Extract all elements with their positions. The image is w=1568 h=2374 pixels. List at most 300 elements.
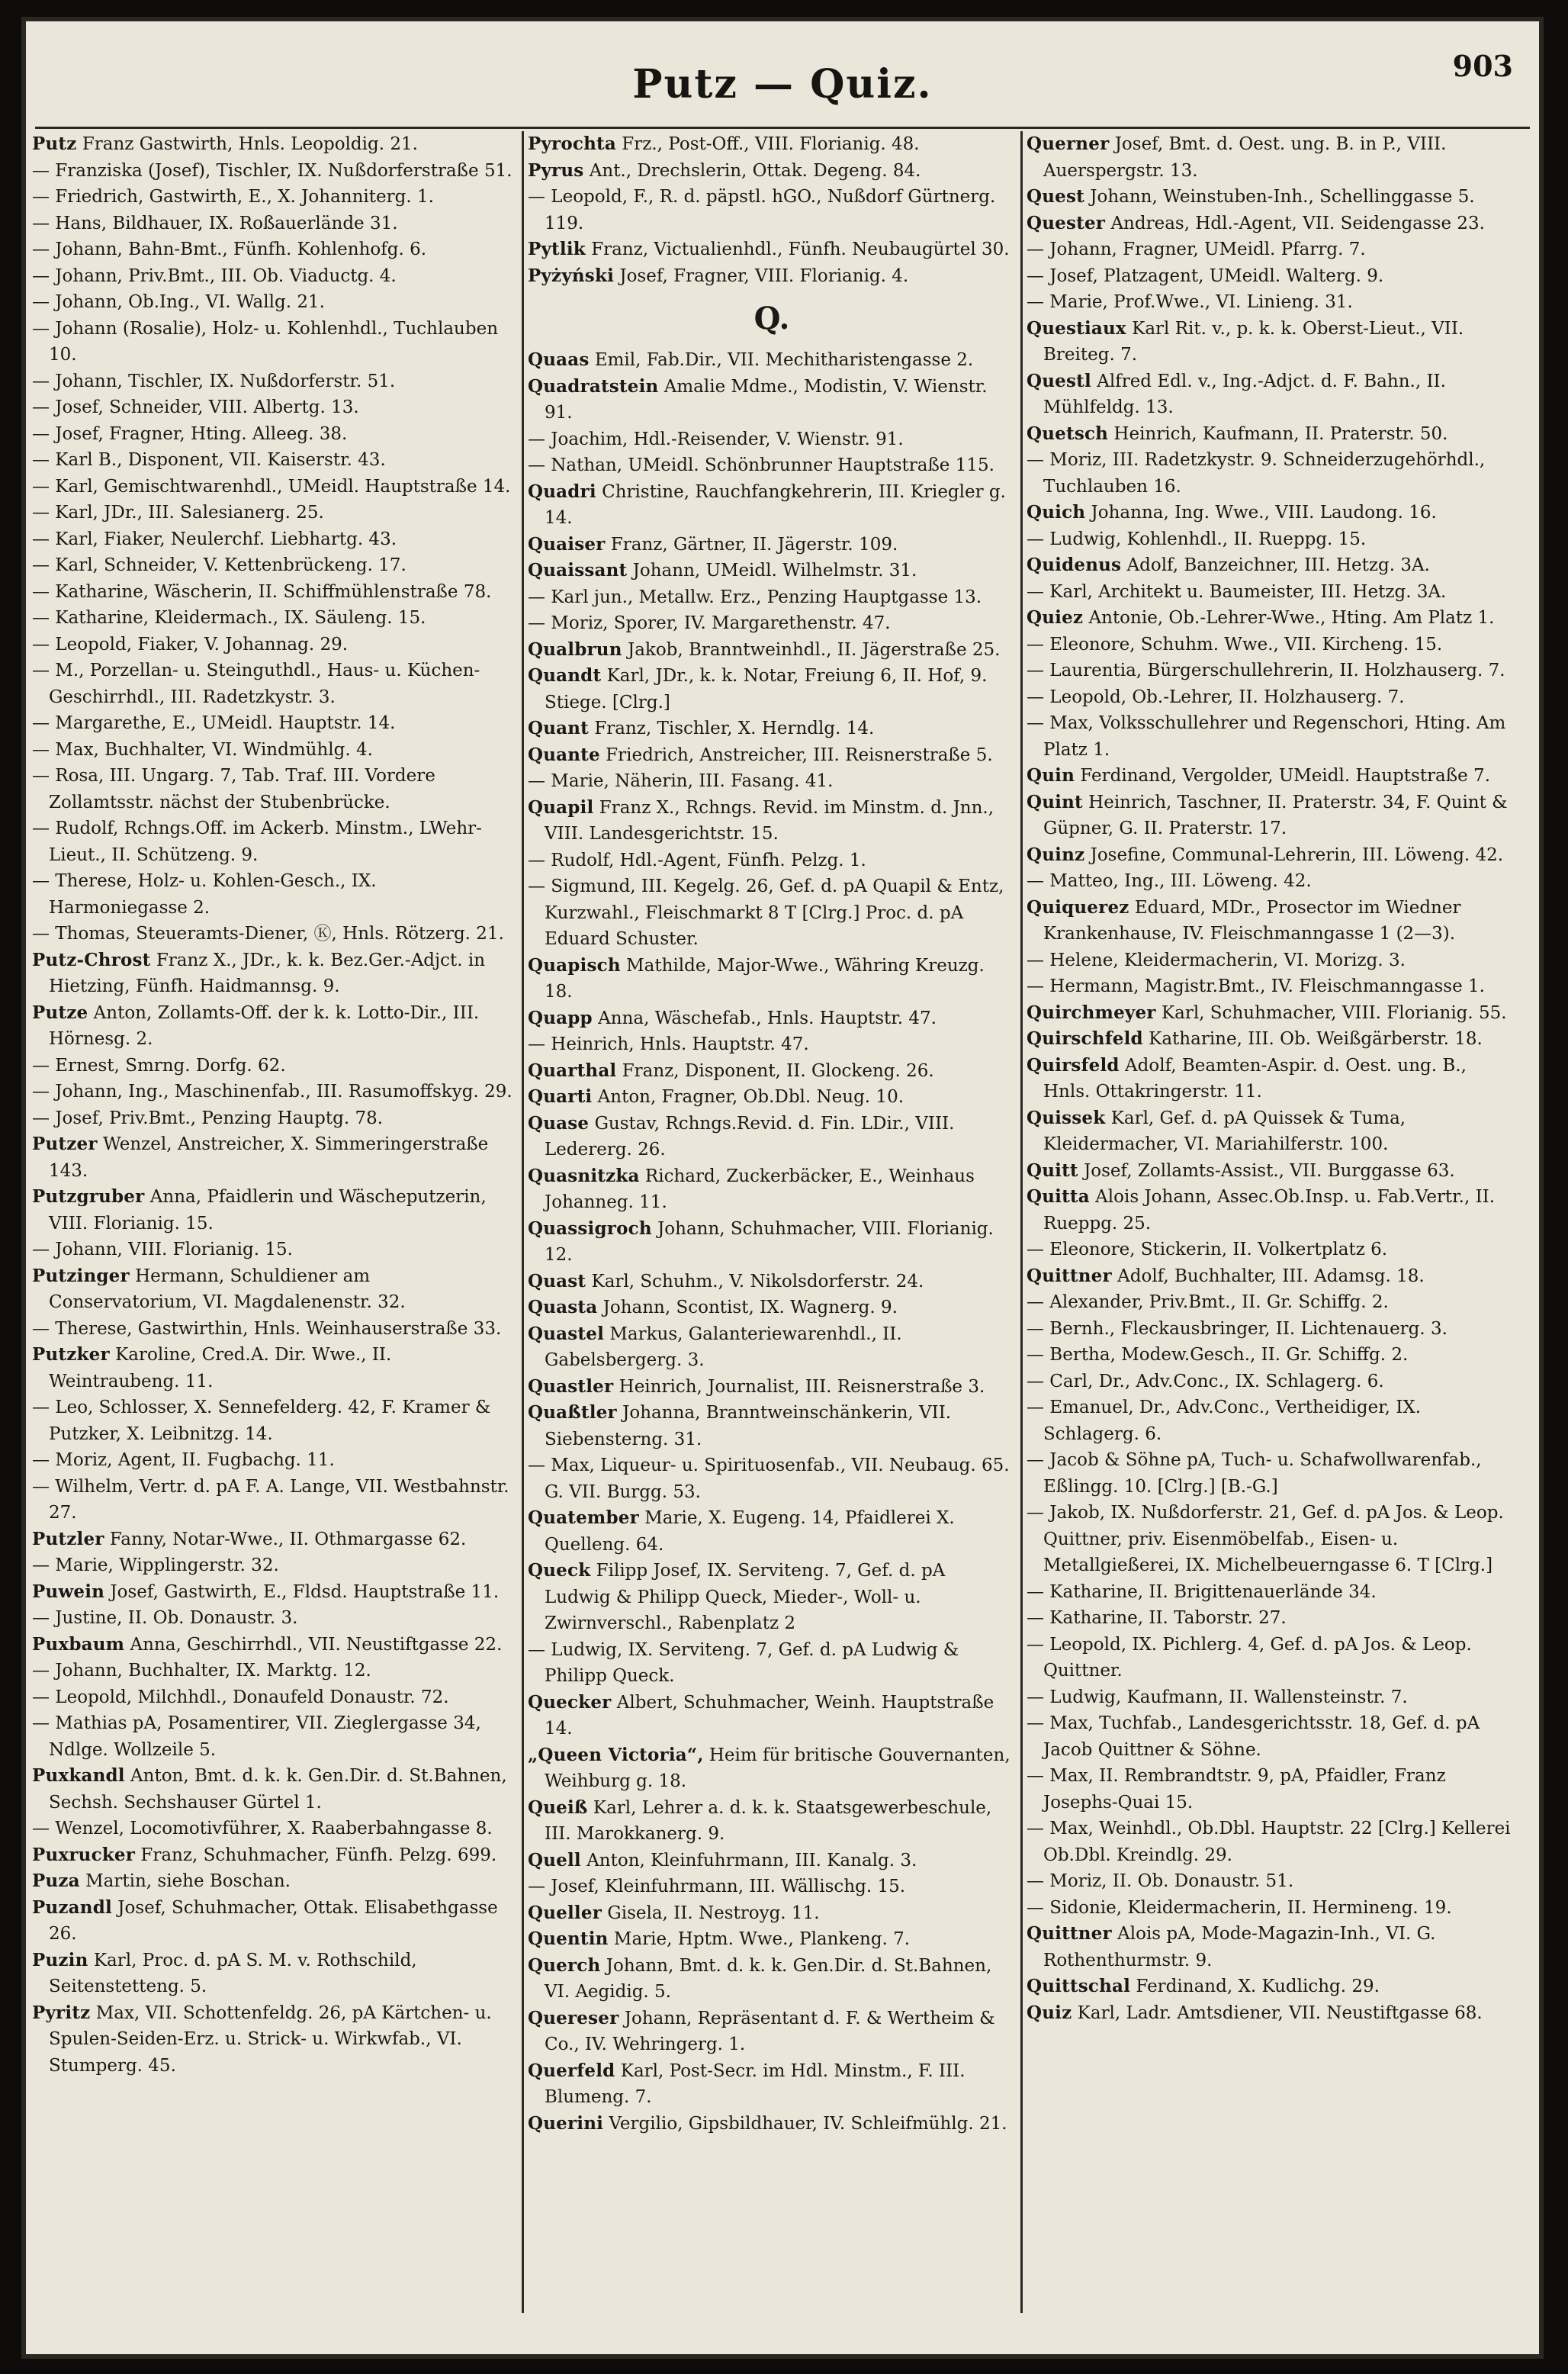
directory-entry [32,1263,520,1316]
entry-surname: Quasta [528,1297,598,1317]
directory-entry [528,347,1016,374]
directory-entry [1027,1105,1515,1158]
page-title: Putz — Quiz. [632,61,933,108]
entry-details: Josef, Gastwirth, E., Fldsd. Hauptstraße 11. [110,1581,500,1602]
entry-details: — Karl, JDr., III. Salesianerg. 25. [32,503,324,523]
directory-entry [1027,658,1515,684]
entry-details: — Ludwig, Kohlenhdl., II. Rueppg. 15. [1027,529,1367,549]
entry-surname: Quin [1027,765,1075,786]
entry-details: — Karl, Architekt u. Baumeister, III. Hetzg. 3A. [1027,581,1447,602]
entry-details: — Laurentia, Bürgerschullehrerin, II. Holzhauserg. 7. [1027,661,1505,680]
entry-details: — Josef, Fragner, Hting. Alleeg. 38. [32,423,348,444]
entry-details: — Katharine, Kleidermach., IX. Säuleng. 15. [32,608,426,628]
entry-surname: Quarti [528,1086,593,1107]
directory-entry [528,2111,1016,2138]
directory-entry [1027,790,1515,842]
entry-surname: Quentin [528,1928,609,1949]
directory-entry [528,584,1016,611]
entry-details: Josefine, Communal-Lehrerin, III. Löweng. 42. [1090,844,1504,865]
entry-details: Christine, Rauchfangkehrerin, III. Kriegler g. 14. [545,481,1006,528]
directory-entry [528,1900,1016,1927]
directory-entry [528,1163,1016,1216]
directory-entry [528,953,1016,1005]
directory-entry [528,263,1016,290]
directory-entry [1027,1237,1515,1263]
directory-entry [1027,1763,1515,1816]
entry-details: Franz, Schuhmacher, Fünfh. Pelzg. 699. [140,1845,497,1865]
entry-details: — Katharine, II. Taborstr. 27. [1027,1608,1287,1628]
directory-entry [32,500,520,526]
entry-details: Andreas, Hdl.-Agent, VII. Seidengasse 23. [1110,213,1485,233]
entry-details: Wenzel, Anstreicher, X. Simmeringerstraße 143. [49,1134,489,1181]
entry-surname: Quassigroch [528,1218,652,1239]
entry-surname: Quester [1027,212,1106,233]
entry-details: — Marie, Prof.Wwe., VI. Linieng. 31. [1027,292,1353,312]
entry-details: — Eleonore, Schuhm. Wwe., VII. Kircheng. 15. [1027,634,1443,655]
entry-surname: Quadri [528,481,596,502]
directory-entry [1027,1026,1515,1053]
entry-details: Emil, Fab.Dir., VII. Mechitharistengasse 2. [594,350,974,370]
entry-details: — Emanuel, Dr., Adv.Conc., Vertheidiger, IX. Schlagerg. 6. [1027,1398,1422,1444]
column-divider [522,131,524,2313]
directory-entry [528,1558,1016,1637]
entry-details: Johann, Schuhmacher, VIII. Florianig. 12. [545,1218,994,1265]
directory-entry [1027,1342,1515,1369]
entry-details: — Josef, Platzagent, UMeidl. Walterg. 9. [1027,265,1384,286]
directory-entry [1027,1184,1515,1237]
directory-entry [528,1637,1016,1690]
entry-details: Alois pA, Mode-Magazin-Inh., VI. G. Rothenthurmstr. 9. [1043,1924,1436,1970]
entry-surname: Queiß [528,1797,588,1818]
directory-entry [528,1848,1016,1874]
directory-entry [528,1005,1016,1032]
directory-entry [1027,868,1515,895]
directory-entry [32,710,520,737]
directory-entry [32,579,520,606]
directory-entry [32,1342,520,1394]
entry-details: Filipp Josef, IX. Serviteng. 7, Gef. d. pA Ludwig & Philipp Queck, Mieder-, Woll- u. Zwirnverschl., Rabenplatz 2 [545,1561,946,1633]
directory-entry [528,1058,1016,1085]
entry-surname: Putz-Chrost [32,949,151,970]
directory-entry [1027,236,1515,263]
directory-entry [32,815,520,868]
entry-surname: Puxkandl [32,1765,125,1786]
directory-entry [32,421,520,448]
entry-details: — Moriz, II. Ob. Donaustr. 51. [1027,1871,1294,1891]
directory-entry [1027,1974,1515,2000]
entry-surname: Putzer [32,1134,98,1154]
entry-details: — Heinrich, Hnls. Hauptstr. 47. [528,1034,809,1054]
directory-entry [32,1605,520,1632]
directory-entry [32,1105,520,1132]
entry-details: Karl, Ladr. Amtsdiener, VII. Neustiftgasse 68. [1077,2002,1483,2023]
entry-details: — Sidonie, Kleidermacherin, II. Hermineng. 19. [1027,1897,1452,1918]
entry-details: Josef, Fragner, VIII. Florianig. 4. [619,265,909,286]
directory-entry [528,184,1016,236]
entry-surname: Puxrucker [32,1844,136,1865]
entry-details: Johanna, Ing. Wwe., VIII. Laudong. 16. [1091,503,1437,523]
entry-surname: Quaissant [528,560,628,581]
directory-entry [1027,763,1515,790]
entry-details: Amalie Mdme., Modistin, V. Wienstr. 91. [545,376,988,423]
directory-entry [528,479,1016,532]
entry-details: Vergilio, Gipsbildhauer, IV. Schleifmühlg. 21. [609,2113,1007,2134]
entry-surname: Quittner [1027,1265,1112,1286]
directory-entry [1027,1710,1515,1763]
entry-surname: Quidenus [1027,555,1122,575]
directory-entry [1027,947,1515,974]
column-3 [1027,131,1515,2343]
entry-surname: Quaßtler [528,1402,617,1423]
entry-surname: Putze [32,1002,88,1023]
entry-details: Johann, Scontist, IX. Wagnerg. 9. [602,1298,898,1317]
directory-entry [32,1447,520,1474]
entry-details: Franz, Disponent, II. Glockeng. 26. [622,1060,934,1081]
entry-details: — Bertha, Modew.Gesch., II. Gr. Schiffg. 2. [1027,1345,1409,1365]
directory-entry [32,1658,520,1684]
entry-details: — Johann, Ob.Ing., VI. Wallg. 21. [32,292,325,312]
entry-details: Johann, Bmt. d. k. k. Gen.Dir. d. St.Bahnen, VI. Aegidig. 5. [545,1955,992,2002]
entry-details: Albert, Schuhmacher, Weinh. Hauptstraße 14. [545,1692,994,1739]
column-2 [528,131,1016,2343]
entry-details: — Therese, Gastwirthin, Hnls. Weinhauserstraße 33. [32,1318,502,1339]
entry-surname: Putzgruber [32,1186,145,1207]
entry-details: — Max, II. Rembrandtstr. 9, pA, Pfaidler, Franz Josephs-Quai 15. [1027,1766,1446,1813]
directory-entry [32,394,520,421]
directory-entry [1027,1579,1515,1606]
directory-entry [528,1111,1016,1163]
directory-entry [32,1710,520,1763]
directory-entry [32,1394,520,1447]
entry-details: Anton, Kleinfuhrmann, III. Kanalg. 3. [586,1850,917,1871]
entry-surname: Quinz [1027,844,1085,865]
entry-surname: Putz [32,133,77,154]
entry-details: Max, VII. Schottenfeldg. 26, pA Kärtchen- u. Spulen-Seiden-Erz. u. Strick- u. Wirkwfab., VI. Stumperg. 45. [49,2002,492,2076]
directory-entry [32,447,520,474]
entry-details: — Max, Tuchfab., Landesgerichtsstr. 18, Gef. d. pA Jacob Quittner & Söhne. [1027,1713,1480,1760]
directory-entry [1027,895,1515,947]
directory-entry [1027,632,1515,658]
entry-details: Franz Gastwirth, Hnls. Leopoldig. 21. [82,134,418,154]
entry-details: — Josef, Schneider, VIII. Albertg. 13. [32,397,359,417]
entry-details: — Karl jun., Metallw. Erz., Penzing Hauptgasse 13. [528,587,982,607]
directory-entry [1027,1684,1515,1711]
entry-surname: Quant [528,718,590,738]
column-divider [1020,131,1023,2313]
directory-entry [1027,1816,1515,1868]
directory-entry [1027,526,1515,553]
directory-entry [1027,289,1515,316]
entry-surname: Queller [528,1902,602,1923]
directory-entry [528,768,1016,795]
directory-entry [528,637,1016,664]
directory-entry [1027,1605,1515,1632]
directory-entry [32,658,520,710]
directory-entry [1027,552,1515,579]
entry-details: Josef, Zollamts-Assist., VII. Burggasse 63. [1084,1160,1455,1181]
directory-entry [32,289,520,316]
entry-details: — Jakob, IX. Nußdorferstr. 21, Gef. d. pA Jos. & Leop. Quittner, priv. Eisenmöbelfab., Eisen- u. Metallgießerei, IX. Michelbeuerngasse 6. T [Clrg.] [1027,1503,1504,1575]
entry-details: Johanna, Branntweinschänkerin, VII. Siebensterng. 31. [545,1403,952,1449]
entry-details: — Leopold, Ob.-Lehrer, II. Holzhauserg. 7. [1027,687,1405,707]
entry-surname: Quint [1027,791,1083,812]
entry-details: Heinrich, Taschner, II. Praterstr. 34, F. Quint & Güpner, G. II. Praterstr. 17. [1043,792,1508,838]
entry-surname: Quatember [528,1507,639,1528]
entry-details: — M., Porzellan- u. Steinguthdl., Haus- u. Küchen-Geschirrhdl., III. Radetzkystr. 3. [32,661,480,707]
directory-entry [528,1374,1016,1401]
directory-entry [528,795,1016,848]
entry-details: Karl, Proc. d. pA S. M. v. Rothschild, Seitenstetteng. 5. [49,1950,417,1996]
entry-surname: Quasnitzka [528,1165,640,1186]
entry-surname: Quast [528,1270,586,1292]
entry-details: — Moriz, III. Radetzkystr. 9. Schneiderzugehörhdl., Tuchlauben 16. [1027,450,1486,497]
entry-details: Katharine, III. Ob. Weißgärberstr. 18. [1149,1029,1483,1049]
directory-entry [32,1579,520,1606]
directory-entry [528,532,1016,558]
directory-entry [528,1084,1016,1111]
entry-surname: Putzker [32,1344,110,1365]
entry-details: — Matteo, Ing., III. Löweng. 42. [1027,871,1312,891]
directory-entry [32,947,520,1000]
entry-surname: Puzandl [32,1896,112,1918]
entry-details: — Wilhelm, Vertr. d. pA F. A. Lange, VII. Westbahnstr. 27. [32,1476,509,1523]
entry-details: — Leopold, Milchhdl., Donaufeld Donaustr. 72. [32,1687,449,1707]
directory-entry [528,158,1016,185]
entry-details: — Johann, Priv.Bmt., III. Ob. Viaductg. 4. [32,265,397,286]
entry-surname: „Queen Victoria“, [528,1744,704,1765]
directory-entry [528,1874,1016,1900]
directory-entry [1027,1000,1515,1027]
entry-details: — Johann (Rosalie), Holz- u. Kohlenhdl., Tuchlauben 10. [32,318,499,365]
entry-surname: Quapil [528,796,594,818]
entry-details: Anna, Wäschefab., Hnls. Hauptstr. 47. [598,1008,937,1028]
entry-surname: Quante [528,744,600,765]
header-rule [35,127,1530,129]
directory-entry [528,1321,1016,1374]
entry-details: Adolf, Beamten-Aspir. d. Oest. ung. B., Hnls. Ottakringerstr. 11. [1043,1055,1467,1102]
directory-entry [1027,184,1515,211]
directory-entry [32,1842,520,1869]
entry-details: Adolf, Buchhalter, III. Adamsg. 18. [1117,1266,1425,1286]
entry-surname: Quitta [1027,1186,1090,1207]
entry-details: — Katharine, Wäscherin, II. Schiffmühlenstraße 78. [32,581,492,602]
entry-details: — Helene, Kleidermacherin, VI. Morizg. 3. [1027,950,1406,970]
entry-surname: Quaiser [528,533,606,555]
entry-details: — Margarethe, E., UMeidl. Hauptstr. 14. [32,713,396,733]
entry-details: Gisela, II. Nestroyg. 11. [607,1903,820,1923]
entry-surname: Quastler [528,1375,614,1397]
entry-details: Johann, Repräsentant d. F. & Wertheim & Co., IV. Wehringerg. 1. [545,2008,995,2054]
entry-details: — Johann, Bahn-Bmt., Fünfh. Kohlenhofg. 6. [32,240,427,259]
directory-entry [32,1763,520,1816]
directory-entry [32,2000,520,2080]
directory-entry [32,1000,520,1053]
entry-surname: Quich [1027,502,1086,523]
entry-details: Jakob, Branntweinhdl., II. Jägerstraße 25. [627,639,1001,660]
directory-entry [32,1526,520,1553]
entry-details: — Jacob & Söhne pA, Tuch- u. Schafwollwarenfab., Eßlingg. 10. [Clrg.] [B.-G.] [1027,1450,1482,1497]
entry-surname: Querch [528,1954,601,1976]
entry-surname: Quittner [1027,1923,1112,1944]
directory-entry [528,1031,1016,1058]
directory-entry [1027,368,1515,421]
entry-details: — Alexander, Priv.Bmt., II. Gr. Schiffg. 2. [1027,1292,1389,1312]
entry-details: Josef, Schuhmacher, Ottak. Elisabethgasse 26. [49,1897,498,1944]
entry-details: — Karl, Fiaker, Neulerchf. Liebhartg. 43. [32,529,397,549]
entry-surname: Questl [1027,370,1091,391]
entry-surname: Puzin [32,1949,88,1970]
directory-entry [528,131,1016,158]
directory-entry [32,526,520,553]
entry-details: — Karl, Gemischtwarenhdl., UMeidl. Hauptstraße 14. [32,476,511,497]
entry-details: — Thomas, Steueramts-Diener, Ⓚ, Hnls. Rötzerg. 21. [32,924,504,944]
directory-entry [1027,973,1515,1000]
entry-details: Ferdinand, X. Kudlichg. 29. [1136,1977,1380,1996]
directory-entry [528,610,1016,637]
entry-surname: Quereser [528,2007,619,2028]
directory-entry [32,1948,520,2000]
directory-entry [32,316,520,368]
directory-entry [1027,1895,1515,1922]
entry-details: — Bernh., Fleckausbringer, II. Lichtenauerg. 3. [1027,1318,1448,1339]
entry-details: Josef, Bmt. d. Oest. ung. B. in P., VIII. Auerspergstr. 13. [1043,134,1447,181]
directory-entry [32,737,520,764]
entry-details: Fanny, Notar-Wwe., II. Othmargasse 62. [109,1529,467,1549]
directory-entry [1027,1394,1515,1447]
directory-entry [528,1452,1016,1505]
directory-entry [1027,1369,1515,1395]
directory-entry [32,868,520,921]
entry-details: Anton, Fragner, Ob.Dbl. Neug. 10. [597,1087,904,1107]
directory-entry [528,1269,1016,1295]
directory-entry [32,1316,520,1343]
entry-surname: Pyżyński [528,265,615,286]
entry-details: — Leopold, Fiaker, V. Johannag. 29. [32,634,349,655]
entry-surname: Querner [1027,133,1110,154]
entry-details: — Sigmund, III. Kegelg. 26, Gef. d. pA Quapil & Entz, Kurzwahl., Fleischmarkt 8 T [Clrg.] Proc. d. pA Eduard Schuster. [528,877,1004,949]
directory-entry [32,1816,520,1842]
directory-entry [32,1237,520,1263]
entry-surname: Quiez [1027,607,1084,628]
directory-entry [32,1053,520,1079]
entry-details: — Marie, Näherin, III. Fasang. 41. [528,771,834,791]
entry-surname: Questiaux [1027,317,1126,339]
directory-entry [32,263,520,290]
entry-details: Anna, Geschirrhdl., VII. Neustiftgasse 22. [130,1634,503,1655]
directory-entry [32,368,520,395]
entry-details: Anton, Bmt. d. k. k. Gen.Dir. d. St.Bahnen, Sechsh. Sechshauser Gürtel 1. [49,1766,507,1813]
entry-details: — Rudolf, Rchngs.Off. im Ackerb. Minstm., LWehr-Lieut., II. Schützeng. 9. [32,819,482,865]
entry-details: Gustav, Rchngs.Revid. d. Fin. LDir., VIII. Ledererg. 26. [545,1113,955,1160]
directory-entry [1027,1053,1515,1105]
entry-details: Marie, X. Eugeng. 14, Pfaidlerei X. Quelleng. 64. [545,1508,955,1555]
entry-details: — Justine, II. Ob. Donaustr. 3. [32,1608,298,1628]
entry-details: Franz, Victualienhdl., Fünfh. Neubaugürtel 30. [591,240,1010,259]
directory-entry [528,1795,1016,1848]
directory-entry [32,921,520,947]
entry-details: Karl, JDr., k. k. Notar, Freiung 6, II. Hof, 9. Stiege. [Clrg.] [545,666,988,713]
directory-entry [528,1953,1016,2006]
entry-details: — Wenzel, Locomotivführer, X. Raaberbahngasse 8. [32,1819,493,1838]
entry-surname: Qualbrun [528,639,622,660]
directory-entry [1027,710,1515,763]
entry-surname: Quandt [528,665,602,686]
entry-surname: Pyrochta [528,133,616,154]
entry-details: Mathilde, Major-Wwe., Währing Kreuzg. 18. [545,955,985,1002]
entry-surname: Quirchmeyer [1027,1002,1156,1023]
directory-entry [1027,1316,1515,1343]
directory-entry [32,1079,520,1105]
entry-details: — Hans, Bildhauer, IX. Roßauerlände 31. [32,213,398,233]
entry-details: — Johann, Ing., Maschinenfab., III. Rasumoffskyg. 29. [32,1082,512,1102]
entry-details: — Leo, Schlosser, X. Sennefelderg. 42, F. Kramer & Putzker, X. Leibnitzg. 14. [32,1398,491,1444]
entry-details: Alfred Edl. v., Ing.-Adjct. d. F. Bahn., II. Mühlfeldg. 13. [1043,371,1446,417]
entry-details: Frz., Post-Off., VIII. Florianig. 48. [622,134,920,154]
entry-details: Markus, Galanteriewarenhdl., II. Gabelsbergerg. 3. [545,1324,902,1370]
entry-details: Karl Rit. v., p. k. k. Oberst-Lieut., VII. Breiteg. 7. [1043,318,1464,365]
directory-entry [1027,1868,1515,1895]
entry-surname: Pyritz [32,2002,91,2023]
directory-entry [32,632,520,658]
entry-surname: Quirschfeld [1027,1028,1143,1049]
entry-details: — Therese, Holz- u. Kohlen-Gesch., IX. Harmoniegasse 2. [32,871,377,918]
directory-entry [32,1184,520,1237]
directory-entry [1027,1263,1515,1290]
entry-details: — Ludwig, IX. Serviteng. 7, Gef. d. pA Ludwig & Philipp Queck. [528,1639,959,1686]
entry-details: Karl, Schuhm., V. Nikolsdorferstr. 24. [591,1271,924,1292]
entry-surname: Putzler [32,1528,104,1549]
directory-entry [528,1690,1016,1742]
entry-details: — Josef, Kleinfuhrmann, III. Wällischg. 15. [528,1877,906,1896]
directory-entry [528,374,1016,426]
entry-surname: Quirsfeld [1027,1054,1120,1076]
entry-surname: Quapisch [528,954,621,976]
directory-entry [32,1868,520,1895]
directory-entry [1027,1289,1515,1316]
entry-details: Hermann, Schuldiener am Conservatorium, VI. Magdalenenstr. 32. [49,1266,406,1312]
entry-details: Franz X., JDr., k. k. Bez.Ger.-Adjct. in Hietzing, Fünfh. Haidmannsg. 9. [49,950,486,996]
directory-entry [32,552,520,579]
directory-entry [32,211,520,237]
directory-entry [1027,605,1515,632]
entry-details: — Eleonore, Stickerin, II. Volkertplatz 6. [1027,1240,1388,1259]
directory-entry [32,474,520,500]
entry-surname: Pytlik [528,239,586,259]
directory-entry [1027,211,1515,237]
entry-details: Heinrich, Journalist, III. Reisnerstraße 3. [619,1376,985,1397]
directory-entry [1027,500,1515,526]
entry-details: Alois Johann, Assec.Ob.Insp. u. Fab.Vertr., II. Rueppg. 25. [1043,1187,1496,1234]
directory-entry [32,1474,520,1526]
entry-details: — Moriz, Agent, II. Fugbachg. 11. [32,1450,335,1470]
entry-details: Johann, UMeidl. Wilhelmstr. 31. [632,561,917,581]
directory-entry [1027,421,1515,448]
entry-details: Ant., Drechslerin, Ottak. Degeng. 84. [589,160,921,181]
directory-entry [1027,2000,1515,2027]
directory-entry [32,1131,520,1184]
entry-surname: Quest [1027,186,1084,207]
directory-entry [528,426,1016,453]
directory-entry [1027,1921,1515,1974]
directory-entry [32,605,520,632]
entry-surname: Puxbaum [32,1633,125,1655]
entry-details: — Carl, Dr., Adv.Conc., IX. Schlagerg. 6. [1027,1371,1384,1391]
directory-entry [1027,1447,1515,1500]
entry-surname: Quaas [528,349,590,370]
directory-page [21,17,1544,2359]
directory-entry [32,1552,520,1579]
page-header [21,17,1544,108]
